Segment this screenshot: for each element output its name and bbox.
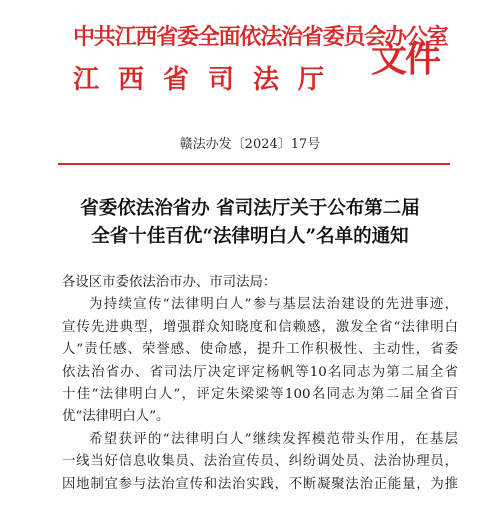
- paragraph-line: 十佳“法律明白人”，评定朱梁梁等100名同志为第二届全省百: [62, 386, 458, 402]
- document-type-label: 文件: [371, 39, 440, 80]
- document-header: [0, 0, 500, 120]
- paragraph-line: 希望获评的“法律明白人”继续发挥模范带头作用，在基层: [89, 431, 458, 447]
- paragraph-line: 因地制宜参与法治宣传和法治实践，不断凝聚法治正能量，为推: [62, 476, 458, 492]
- paragraph-line: 人”责任感、荣誉感、使命感，提升工作积极性、主动性，省委: [62, 342, 458, 358]
- paragraph-line: 为持续宣传“法律明白人”参与基层法治建设的先进事迹，: [89, 297, 458, 313]
- document-number: 赣法办发〔2024〕17号: [179, 137, 321, 152]
- document-body: [62, 272, 458, 496]
- paragraph-line: 一线当好信息收集员、法治宣传员、纠纷调处员、法治协理员，: [62, 454, 458, 470]
- paragraph-1: [62, 294, 458, 428]
- paragraph-line: 宣传先进典型，增强群众知晓度和信赖感，激发全省“法律明白: [62, 319, 458, 335]
- issuing-org-justice-dept: 江西省司法厅: [73, 65, 344, 95]
- red-divider-line: [58, 163, 450, 165]
- paragraph-line: 优“法律明白人”。: [62, 409, 170, 425]
- title-line-1: 省委依法治省办 省司法厅关于公布第二届: [80, 198, 420, 219]
- salutation: 各设区市委依法治市办、市司法局：: [62, 275, 277, 290]
- issuing-org-party-office: 中共江西省委全面依法治省委员会办公室: [73, 24, 448, 50]
- document-title: [40, 195, 460, 251]
- paragraph-line: 依法治省办、省司法厅决定评定杨帆等10名同志为第二届全省: [62, 364, 458, 380]
- paragraph-2: [62, 429, 458, 496]
- title-line-2: 全省十佳百优“法律明白人”名单的通知: [91, 226, 409, 247]
